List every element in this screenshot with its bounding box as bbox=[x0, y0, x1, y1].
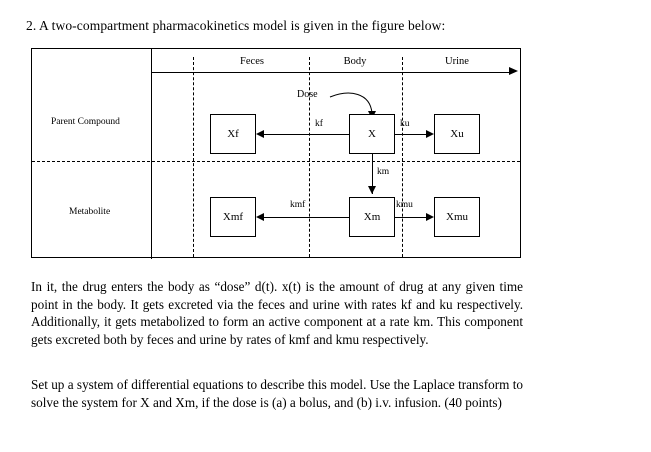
box-xm: Xm bbox=[349, 197, 395, 237]
body-paragraph-1: In it, the drug enters the body as “dose” d(t). x(t) is the amount of drug at any given time point in the body. It gets excreted via the feces and urine with rates kf and ku respectively. Additionally, it gets metabolized to form an active component at a rate km. This component gets excreted both by feces and urine by rates of kmf and kmu respectively. bbox=[31, 279, 523, 347]
column-header-urine: Urine bbox=[445, 56, 469, 67]
row-label-parent-compound: Parent Compound bbox=[51, 117, 120, 127]
row-label-metabolite: Metabolite bbox=[69, 207, 111, 217]
arrow-xm-to-xmf-line bbox=[264, 217, 349, 218]
rate-label-kmf: kmf bbox=[290, 200, 306, 210]
dose-label: Dose bbox=[297, 89, 318, 100]
box-x: X bbox=[349, 114, 395, 154]
column-header-body: Body bbox=[343, 56, 367, 67]
box-xmu: Xmu bbox=[434, 197, 480, 237]
figure-vertical-dash-body-right bbox=[402, 57, 403, 257]
rate-label-km: km bbox=[377, 167, 390, 177]
rate-label-kf: kf bbox=[315, 119, 323, 129]
rate-label-ku: ku bbox=[400, 119, 410, 129]
arrow-x-to-xf-head bbox=[256, 130, 264, 138]
arrow-xm-to-xmf-head bbox=[256, 213, 264, 221]
top-flow-arrow-head bbox=[509, 67, 518, 75]
arrow-x-to-xf-line bbox=[264, 134, 349, 135]
figure-vertical-dash-feces bbox=[193, 57, 194, 257]
figure-horizontal-dashed-divider bbox=[32, 161, 520, 162]
arrow-xm-to-xmu-line bbox=[395, 217, 426, 218]
box-xu: Xu bbox=[434, 114, 480, 154]
box-xf: Xf bbox=[210, 114, 256, 154]
arrow-x-to-xu-line bbox=[395, 134, 426, 135]
rate-label-kmu: kmu bbox=[396, 200, 413, 210]
figure-label-column-divider bbox=[151, 49, 152, 259]
question-stem: 2. A two-compartment pharmacokinetics model is given in the figure below: bbox=[26, 18, 446, 33]
box-xmf: Xmf bbox=[210, 197, 256, 237]
pharmacokinetics-figure bbox=[31, 48, 521, 258]
body-paragraph-2: Set up a system of differential equations to describe this model. Use the Laplace transform to solve the system for X and Xm, if the dose is (a) a bolus, and (b) i.v. infusion. (40 points) bbox=[31, 377, 523, 410]
top-flow-arrow-line bbox=[151, 72, 511, 73]
column-header-feces: Feces bbox=[240, 56, 264, 67]
arrow-x-to-xu-head bbox=[426, 130, 434, 138]
figure-vertical-dash-body-left bbox=[309, 57, 310, 257]
arrow-x-to-xm-head bbox=[368, 186, 376, 194]
arrow-xm-to-xmu-head bbox=[426, 213, 434, 221]
